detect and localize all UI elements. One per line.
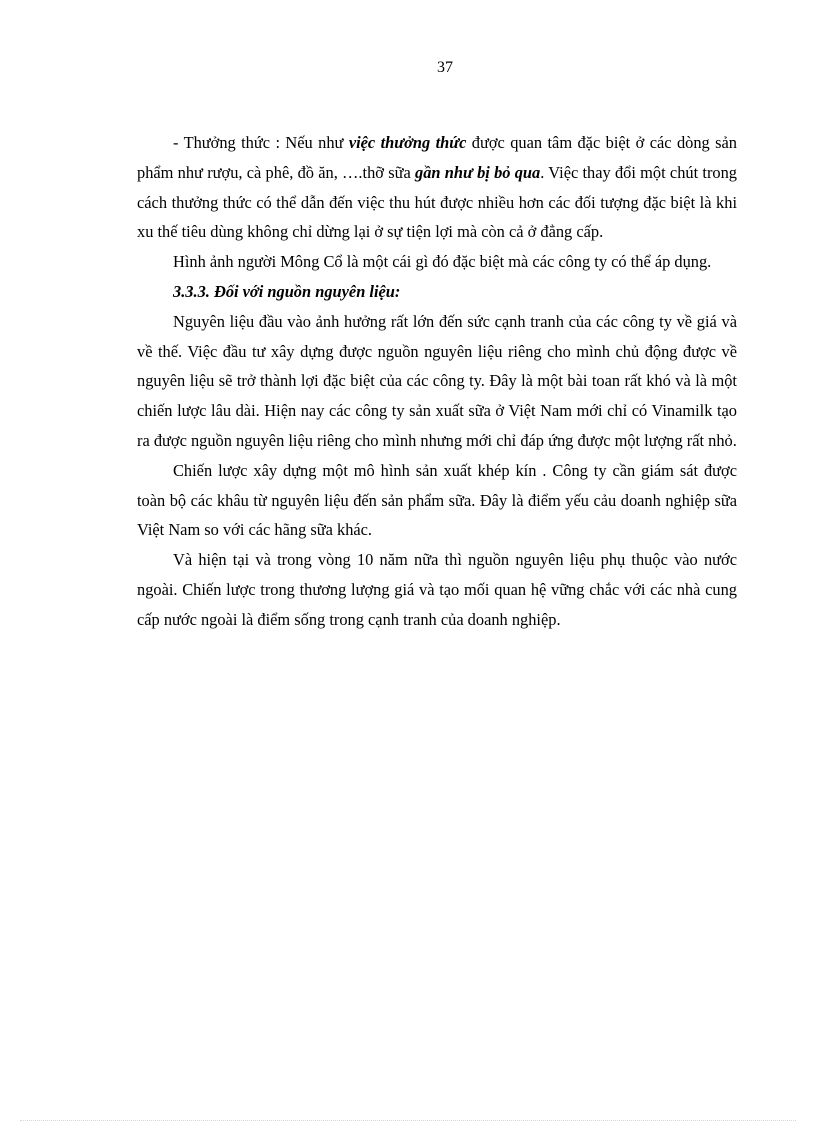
paragraph-enjoyment [137,128,737,247]
paragraph-text: - Thưởng thức : Nếu như [173,133,349,152]
paragraph-raw-material: Nguyên liệu đầu vào ảnh hưởng rất lớn đến sức cạnh tranh của các công ty về giá và về thế. Việc đầu tư xây dựng được nguồn nguyên liệu riêng cho mình chủ động được về nguyên liệu sẽ trở thành lợi đặc biệt của các công ty. Đây là một bài toan rất khó và là một chiến lược lâu dài. Hiện nay các công ty sản xuất sữa ở Việt Nam mới chỉ có Vinamilk tạo ra được nguồn nguyên liệu riêng cho mình nhưng mới chỉ đáp ứng được một lượng rất nhỏ. [137,311,737,450]
paragraph-mongol-image: Hình ảnh người Mông Cổ là một cái gì đó đặc biệt mà các công ty có thể áp dụng. [173,252,712,272]
emphasis-text: việc thưởng thức [348,133,467,152]
paragraph-closed-production: Chiến lược xây dựng một mô hình sản xuất khép kín . Công ty cần giám sát được toàn bộ các khâu từ nguyên liệu đến sản phẩm sữa. Đây là điểm yếu cảu doanh nghiệp sữa Việt Nam so với các hãng sữa khác. [137,460,737,540]
paragraph-text: được quan tâm đặc biệt ở các dòng sản phẩm như rượu, cà phê, đồ ăn, ….thỡ sữa [137,133,737,182]
section-heading: 3.3.3. Đối với nguồn nguyên liệu: [173,281,401,301]
paragraph-foreign-supply: Và hiện tại và trong vòng 10 năm nữa thì nguồn nguyên liệu phụ thuộc vào nước ngoài. Chiến lược trong thương lượng giá và tạo mối quan hệ vững chắc với các nhà cung cấp nước ngoài là điểm sống trong cạnh tranh của doanh nghiệp. [137,550,737,629]
emphasis-text: gần như bị bỏ qua [415,162,541,182]
document-body [137,128,737,635]
paragraph-text: . Việc thay đổi một chút trong cách thưởng thức có thể dẫn đến việc thu hút được nhiều hơn các đối tượng đặc biệt là khi xu thế tiêu dùng không chỉ dừng lại ở sự tiện lợi mà còn cả ở đẳng cấp. [137,162,737,242]
page-bottom-divider [20,1120,796,1121]
page-number: 37 [437,59,453,76]
